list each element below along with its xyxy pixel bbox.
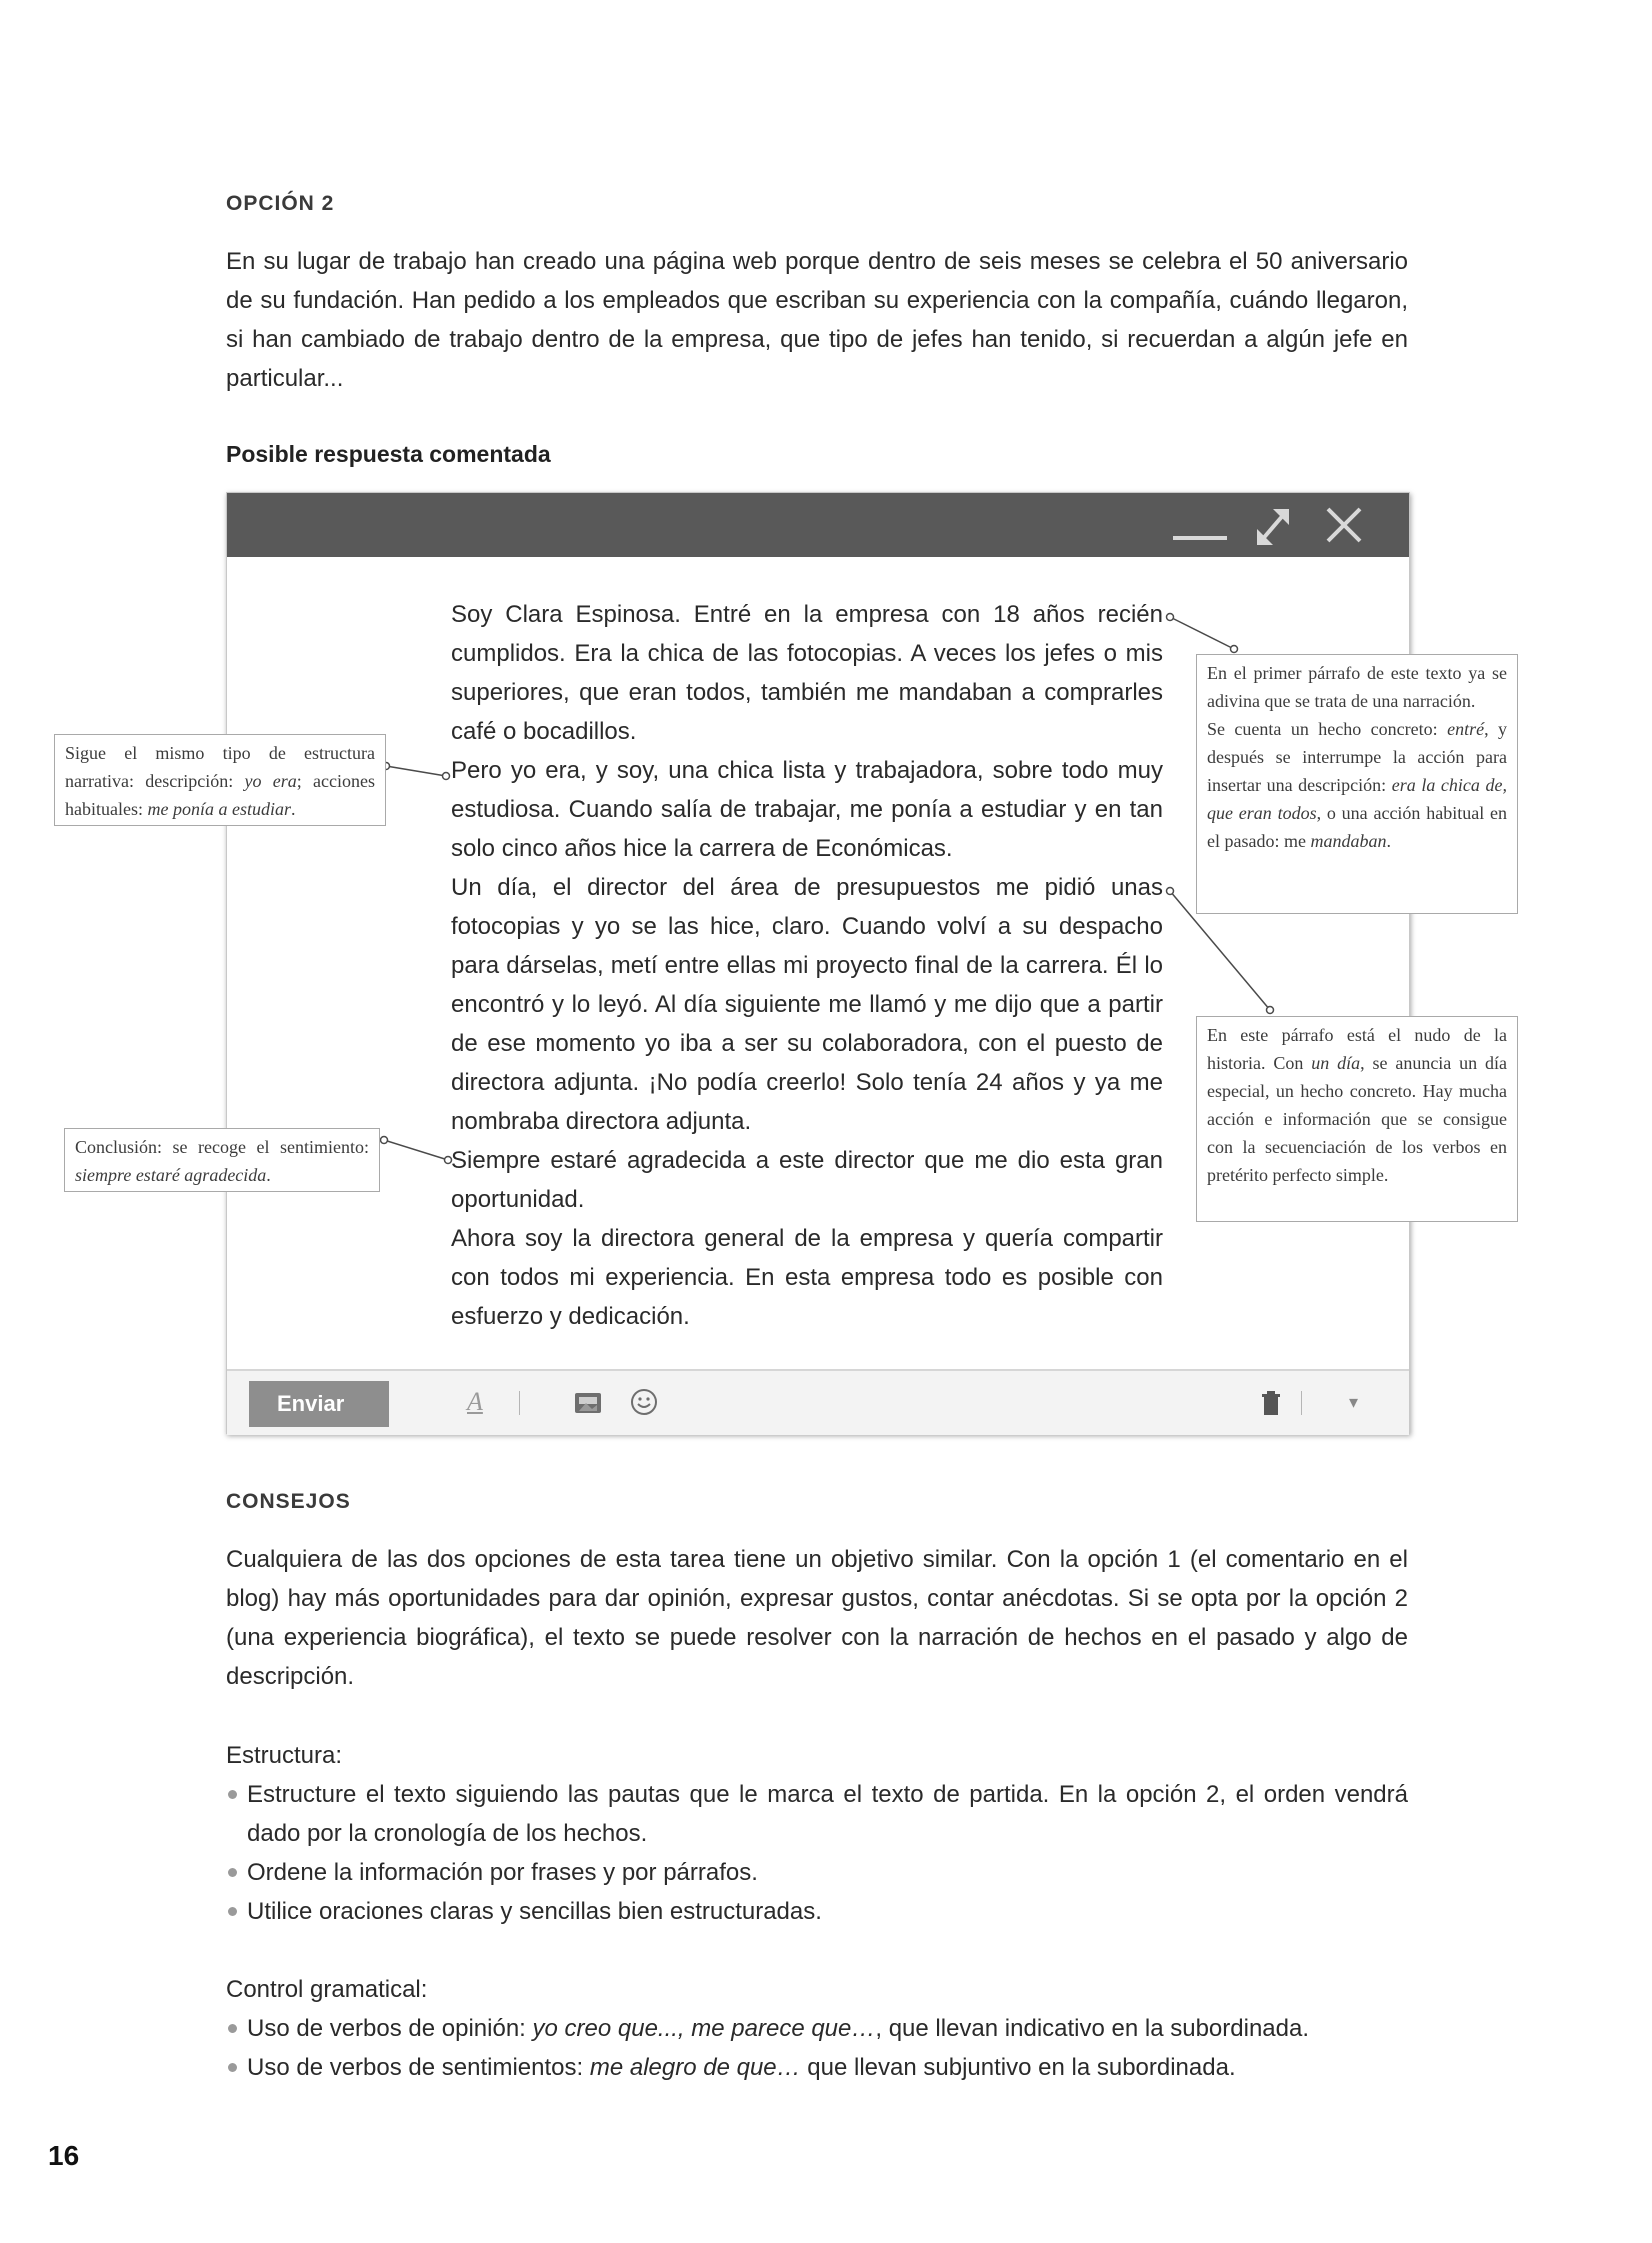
email-paragraph-3: Un día, el director del área de presupuestos me pidió unas fotocopias y yo se las hice, claro. Cuando volví a su despacho para dárselas, metí entre ellas mi proyecto final de la carrera. Él lo encontró y lo leyó. Al día siguiente me llamó y me dijo que a partir de ese momento yo iba a ser su colaboradora, con el puesto de directora adjunta. ¡No podía creerlo! Solo tenía 24 años y ya me nombraba directora adjunta. [451,874,1163,1135]
annotation-left-1: Sigue el mismo tipo de estructura narrativa: descripción: yo era; acciones habituales: me ponía a estudiar. [54,734,386,826]
annotation-right-2: En este párrafo está el nudo de la historia. Con un día, se anuncia un día especial, un hecho concreto. Hay mucha acción e información que se consigue con la secuenciación de los verbos en pretérito perfecto simple. [1196,1016,1518,1222]
response-heading: Posible respuesta comentada [226,441,551,467]
email-paragraph-4: Siempre estaré agradecida a este director que me dio esta gran oportunidad. [451,1147,1163,1213]
control-list [226,2009,1408,2087]
annotation-left-2: Conclusión: se recoge el sentimiento: siempre estaré agradecida. [64,1128,380,1192]
estructura-list [226,1775,1408,1931]
list-item: Estructure el texto siguiendo las pautas que le marca el texto de partida. En la opción 2, el orden vendrá dado por la cronología de los hechos. [226,1775,1408,1853]
page-number: 16 [48,2140,80,2171]
list-item: Uso de verbos de opinión: yo creo que..., me parece que…, que llevan indicativo en la subordinada. [226,2009,1408,2048]
estructura-title: Estructura: [226,1742,343,1769]
list-item: Utilice oraciones claras y sencillas bien estructuradas. [226,1892,1408,1931]
email-paragraph-2: Pero yo era, y soy, una chica lista y trabajadora, sobre todo muy estudiosa. Cuando salía de trabajar, me ponía a estudiar y en tan solo cinco años hice la carrera de Económicas. [451,757,1163,862]
send-button[interactable]: Enviar [249,1381,389,1427]
control-section [226,1970,1408,2087]
control-title: Control gramatical: [226,1976,428,2003]
list-item: Uso de verbos de sentimientos: me alegro de que… que llevan subjuntivo en la subordinada. [226,2048,1408,2087]
email-paragraph-1: Soy Clara Espinosa. Entré en la empresa con 18 años recién cumplidos. Era la chica de las fotocopias. A veces los jefes o mis superiores, que eran todos, también me mandaban a comprarles café o bocadillos. [451,601,1163,745]
email-paragraph-5: Ahora soy la directora general de la empresa y quería compartir con todos mi experiencia. En esta empresa todo es posible con esfuerzo y dedicación. [451,1225,1163,1330]
estructura-section [226,1736,1408,1931]
consejos-paragraph: Cualquiera de las dos opciones de esta tarea tiene un objetivo similar. Con la opción 1 (el comentario en el blog) hay más oportunidades para dar opinión, expresar gustos, contar anécdotas. Si se opta por la opción 2 (una experiencia biográfica), el texto se puede resolver con la narración de hechos en el pasado y algo de descripción. [226,1546,1408,1690]
intro-paragraph: En su lugar de trabajo han creado una página web porque dentro de seis meses se celebra el 50 aniversario de su fundación. Han pedido a los empleados que escriban su experiencia con la compañía, cuándo llegaron, si han cambiado de trabajo dentro de la empresa, que tipo de jefes han tenido, si recuerdan a algún jefe en particular... [226,248,1408,392]
list-item: Ordene la información por frases y por párrafos. [226,1853,1408,1892]
more-options-icon[interactable]: ▾ [1349,1392,1359,1412]
annotation-right-1: En el primer párrafo de este texto ya se adivina que se trata de una narración. Se cuenta un hecho concreto: entré, y después se interrumpe la acción para insertar una descripción: era la chica de, que eran todos, o una acción habitual en el pasado: me mandaban. [1196,654,1518,914]
consejos-heading: CONSEJOS [226,1490,351,1513]
option-heading: OPCIÓN 2 [226,192,335,215]
text-format-icon[interactable]: A [467,1387,483,1416]
